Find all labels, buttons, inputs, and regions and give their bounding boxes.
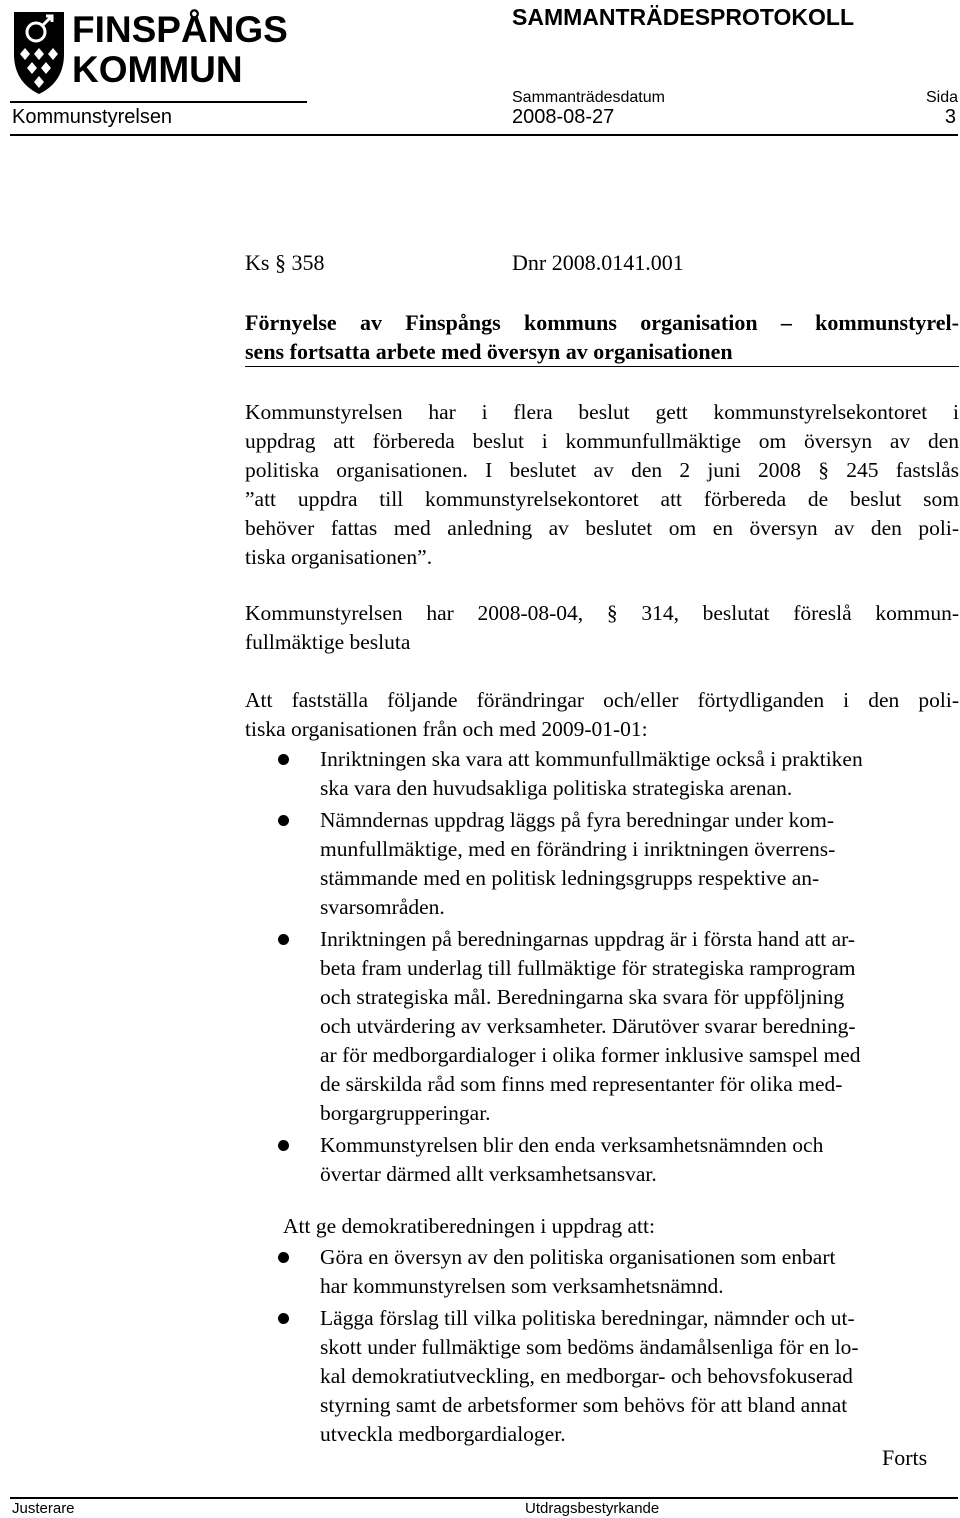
text-line: munfullmäktige, med en förändring i inriktningen överrens-: [320, 837, 836, 861]
bullet-icon: [278, 815, 289, 826]
paragraph-background: [245, 398, 959, 572]
bullet-icon: [278, 754, 289, 765]
text-line: övertar därmed allt verksamhetsansvar.: [320, 1162, 657, 1186]
paragraph-proposal: [245, 599, 959, 657]
text-line: har kommunstyrelsen som verksamhetsnämnd.: [320, 1274, 724, 1298]
list-item: [320, 745, 958, 803]
text-line: borgargrupperingar.: [320, 1101, 491, 1125]
text-line: behöver fattas med anledning av beslutet om en översyn av den poli-: [245, 516, 959, 540]
text-line: Inriktningen ska vara att kommunfullmäktige också i praktiken: [320, 747, 863, 771]
text-line: tiska organisationen från och med 2009-01-01:: [245, 717, 648, 741]
text-line: politiska organisationen. I beslutet av den 2 juni 2008 § 245 fastslås: [245, 458, 959, 482]
text-line: Kommunstyrelsen har i flera beslut gett kommunstyrelsekontoret i: [245, 400, 959, 424]
text-line: ar för medborgardialoger i olika former inklusive samspel med: [320, 1043, 861, 1067]
text-line: ska vara den huvudsakliga politiska strategiska arenan.: [320, 776, 793, 800]
text-line: Göra en översyn av den politiska organisationen som enbart: [320, 1245, 836, 1269]
organisation-name: Kommunstyrelsen: [12, 106, 173, 128]
footer-certification-label: Utdragsbestyrkande: [525, 1500, 660, 1517]
document-type: SAMMANTRÄDESPROTOKOLL: [512, 4, 855, 30]
text-line: Kommunstyrelsen blir den enda verksamhetsnämnden och: [320, 1133, 824, 1157]
list-item: [320, 1304, 958, 1449]
list-item: [320, 1243, 958, 1301]
text-line: och utvärdering av verksamheter. Därutöver svarar beredning-: [320, 1014, 856, 1038]
text-line: uppdrag att förbereda beslut i kommunfullmäktige om översyn av den: [245, 429, 959, 453]
text-line: Lägga förslag till vilka politiska beredningar, nämnder och ut-: [320, 1306, 855, 1330]
meeting-date: 2008-08-27: [512, 106, 615, 128]
page-number: 3: [944, 106, 956, 128]
list-item: [320, 925, 958, 1128]
text-line: de särskilda råd som finns med representanter för olika med-: [320, 1072, 843, 1096]
header-rule: [10, 134, 958, 136]
bullet-icon: [278, 1313, 289, 1324]
text-line: fullmäktige besluta: [245, 630, 411, 654]
list-item: [320, 806, 958, 922]
bullet-icon: [278, 1140, 289, 1151]
municipality-logo: [12, 4, 312, 96]
header-rule-short: [10, 101, 307, 103]
text-line: Kommunstyrelsen har 2008-08-04, § 314, beslutat föreslå kommun-: [245, 601, 959, 625]
continued-note: Forts: [882, 1445, 928, 1470]
paragraph-changes-intro: [245, 686, 959, 744]
text-line: stämmande med en politisk ledningsgrupps respektive an-: [320, 866, 820, 890]
text-line: ”att uppdra till kommunstyrelsekontoret att förbereda de beslut som: [245, 487, 959, 511]
paragraph-assignment-intro: Att ge demokratiberedningen i uppdrag att:: [283, 1214, 655, 1238]
text-line: Inriktningen på beredningarnas uppdrag är i första hand att ar-: [320, 927, 856, 951]
changes-list: [320, 745, 958, 1189]
title-line: sens fortsatta arbete med översyn av organisationen: [245, 339, 733, 364]
bullet-icon: [278, 934, 289, 945]
text-line: kal demokratiutveckling, en medborgar- och behovsfokuserad: [320, 1364, 853, 1388]
text-line: beta fram underlag till fullmäktige för strategiska ramprogram: [320, 956, 856, 980]
text-line: och strategiska mål. Beredningarna ska svara för uppföljning: [320, 985, 845, 1009]
text-line: tiska organisationen”.: [245, 545, 433, 569]
section-title: [245, 308, 959, 366]
text-line: utveckla medborgardialoger.: [320, 1422, 566, 1446]
footer-rule: [10, 1497, 958, 1499]
assignment-list: [320, 1243, 958, 1449]
text-line: svarsområden.: [320, 895, 445, 919]
text-line: styrning samt de arbetsformer som behövs för att bland annat: [320, 1393, 848, 1417]
text-line: Att fastställa följande förändringar och/eller förtydliganden i den poli-: [245, 688, 959, 712]
text-line: Nämndernas uppdrag läggs på fyra beredningar under kom-: [320, 808, 835, 832]
logo-line-2: KOMMUN: [72, 49, 243, 90]
paragraph-number: Ks § 358: [245, 250, 325, 275]
list-item: [320, 1131, 958, 1189]
footer-adjuster-label: Justerare: [12, 1500, 75, 1517]
page-label: Sida: [925, 89, 958, 106]
title-rule: [245, 366, 959, 367]
text-line: skott under fullmäktige som bedöms ändamålsenliga för en lo-: [320, 1335, 859, 1359]
title-line: Förnyelse av Finspångs kommuns organisation – kommunstyrel-: [245, 310, 959, 335]
logo-line-1: FINSPÅNGS: [72, 9, 288, 50]
diary-number: Dnr 2008.0141.001: [512, 250, 684, 275]
meeting-date-label: Sammanträdesdatum: [512, 89, 665, 106]
bullet-icon: [278, 1252, 289, 1263]
